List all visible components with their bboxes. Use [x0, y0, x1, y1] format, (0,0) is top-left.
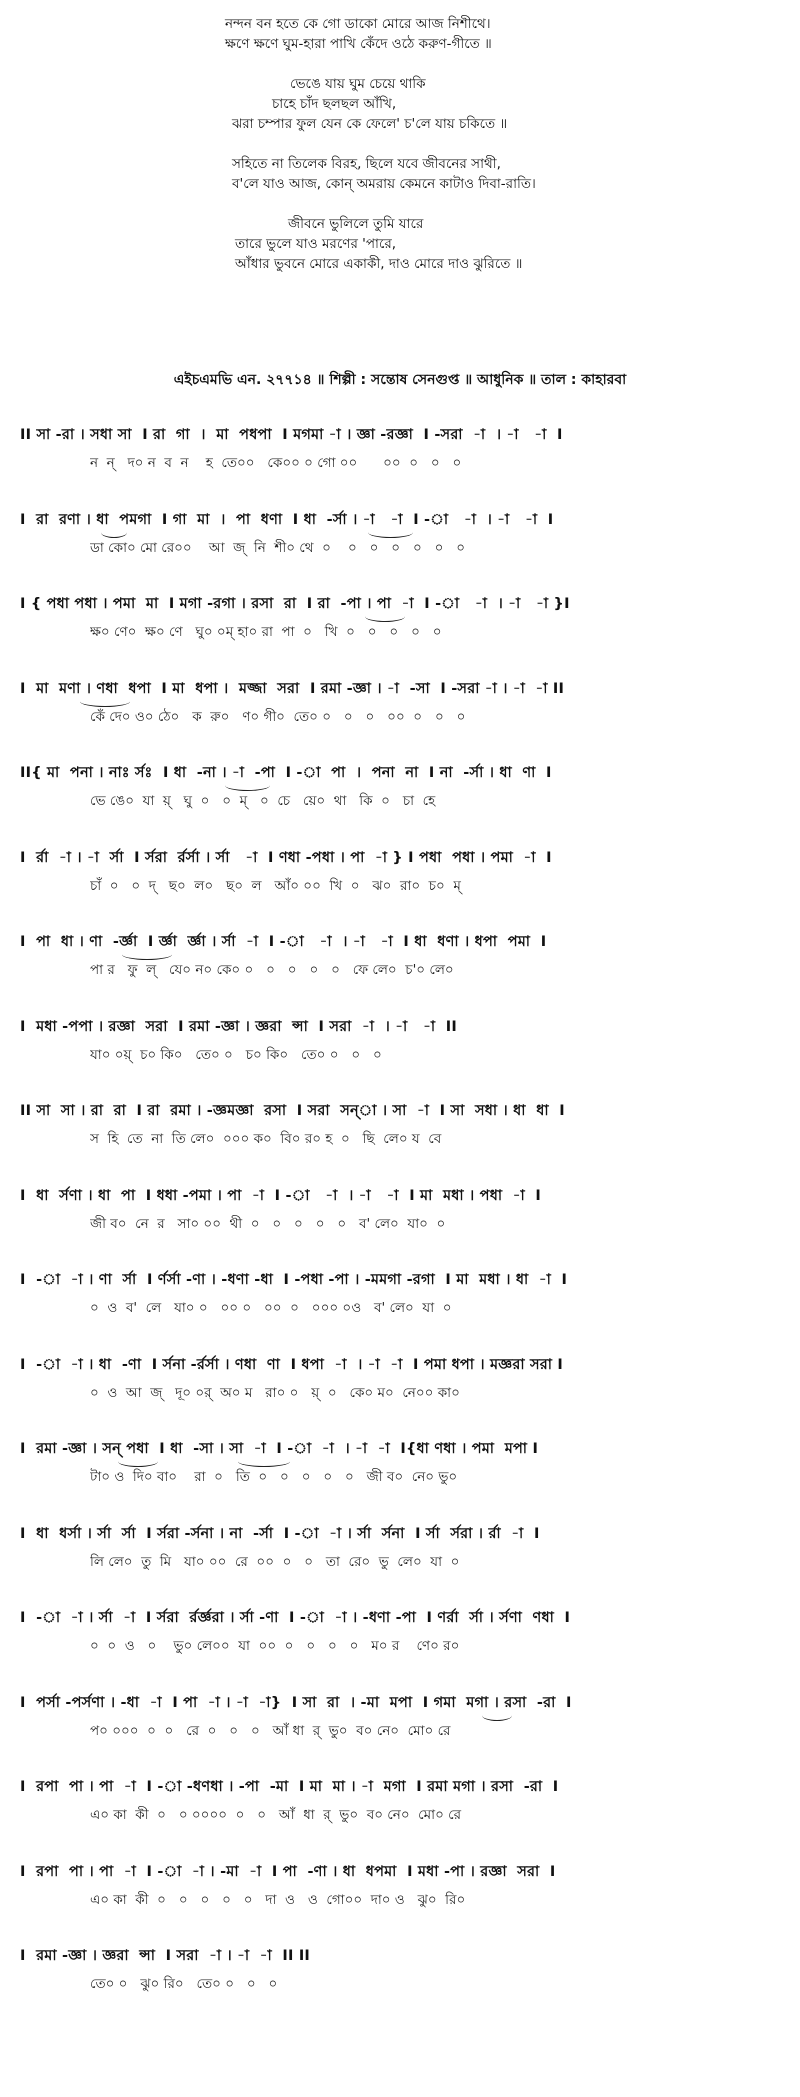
lyric-line: ভেঙে যায় ঘুম চেয়ে থাকি — [290, 76, 426, 92]
syllable-line: ০ ও ব' লে যা০ ০ ০০ ০ ০০ ০ ০০০ ০ও ব' লে০ যা ০ — [90, 1300, 452, 1316]
notation-row — [0, 1607, 800, 1665]
swara-line: I রমা -জ্ঞা । সন্ পধা I ধা -সা । সা -া I -া -া । -া -া I{ধা ণধা । পমা মপা I — [20, 1441, 539, 1457]
swara-line: I মা মণা । ণধা ধপা I মা ধপা । মজ্জা সরা I রমা -জ্ঞা । -া -সা I -সরা -া । -া -া II — [20, 680, 565, 697]
lyric-line: ক্ষণে ক্ষণে ঘুম-হারা পাখি কেঁদে ওঠে করুণ-গীতে ॥ — [225, 36, 492, 52]
swara-line: I ধা ধর্সা । র্সা র্সা I র্সরা -র্সনা । না -র্সা I -া -া । র্সা র্সনা I র্সা র্সরা । র্রা -া I — [20, 1525, 540, 1542]
stanza-1 — [0, 14, 800, 54]
swara-line: II সা -রা । সধা সা I রা গা । মা পধপা I মগমা -া । জ্ঞা -রজ্ঞা I -সরা -া । -া -া I — [20, 427, 563, 443]
notation-row — [0, 1438, 800, 1496]
notation-row — [0, 847, 800, 905]
notation-row — [0, 1269, 800, 1327]
syllable-line: যা০ ০য়্ চ০ কি০ তে০ ০ চ০ কি০ তে০ ০ ০ ০ — [90, 1046, 382, 1063]
swara-line: I ধা র্সণা । ধা পা I ধধা -পমা । পা -া I -া -া । -া -া I মা মধা । পধা -া I — [20, 1187, 541, 1204]
lyric-line: নন্দন বন হতে কে গো ডাকো মোরে আজ নিশীথে। — [225, 16, 491, 32]
swara-line: I মধা -পপা । রজ্ঞা সরা I রমা -জ্ঞা । জ্ঞরা ন্সা I সরা -া । -া -া II — [20, 1018, 457, 1035]
syllable-line: এ০ কা কী ০ ০ ০০০০ ০ ০ আঁ ধা র্ ভু০ ব০ নে০ মো০ রে — [90, 1807, 462, 1823]
notation-block — [0, 424, 800, 2019]
swara-line: I রপা পা । পা -া I -া -া । -মা -া I পা -ণা । ধা ধপমা I মধা -পা । রজ্ঞা সরা I — [20, 1863, 556, 1880]
syllable-line: ন ন্ দ০ ন ব ন হ তে০০ কে০০ ০ গো ০০ ০০ ০ ০ ০ — [90, 455, 462, 471]
notation-row — [0, 1016, 800, 1074]
syllable-line: স হি তে না তি লে০ ০০০ ক০ বি০ র০ হ ০ ছি লে০ য বে — [90, 1131, 442, 1147]
syllable-line: ০ ও আ জ্ দূ০ ০র্ অ০ ম রা০ ০ য়্ ০ কে০ ম০ নে০০ কা০ — [90, 1384, 460, 1401]
lyric-line: ব'লে যাও আজ, কোন্ অমরায় কেমনে কাটাও দিবা-রাতি। — [232, 176, 536, 192]
syllable-line: পা র ফু ল্ যে০ ন০ কে০ ০ ০ ০ ০ ০ ফে লে০ চ'০ লে০ — [90, 962, 454, 978]
lyric-line: ঝরা চম্পার ফুল যেন কে ফেলে' চ'লে যায় চকিতে ॥ — [232, 116, 508, 132]
lyric-line: আঁধার ভুবনে মোরে একাকী, দাও মোরে দাও ঝুরিতে ॥ — [235, 256, 523, 272]
lyric-line: জীবনে ভুলিলে তুমি যারে — [288, 216, 424, 232]
notation-row — [0, 1861, 800, 1919]
swara-line: I -া -া । ধা -ণা I র্সনা -র্রর্সা । ণধা ণা I ধপা -া । -া -া I পমা ধপা । মজ্ঞরা সরা I — [20, 1356, 564, 1373]
notation-row — [0, 1776, 800, 1834]
notation-row — [0, 1185, 800, 1243]
syllable-line: জী ব০ নে র সা০ ০০ থী ০ ০ ০ ০ ০ ব' লে০ যা০ ০ — [90, 1215, 446, 1232]
notation-row — [0, 1523, 800, 1581]
syllable-line: ০ ০ ও ০ ভু০ লে০০ যা ০০ ০ ০ ০ ০ ম০ র ণে০ র০ — [90, 1638, 460, 1654]
syllable-line: এ০ কা কী ০ ০ ০ ০ ০ দা ও ও গো০০ দা০ ও ঝু০ রি০ — [90, 1891, 466, 1908]
swara-line: I পর্সা -পর্সণা । -ধা -া I পা -া । -া -া} I সা রা । -মা মপা I গমা মগা । রসা -রা I — [20, 1694, 572, 1711]
notation-row — [0, 1100, 800, 1158]
syllable-line: টা০ ও দি০ বা০ রা ০ তি ০ ০ ০ ০ ০ জী ব০ নে০ ভু০ — [90, 1469, 458, 1485]
swara-line: I পা ধা । ণা -র্জ্ঞা I র্জ্ঞা র্জ্ঞা । র্সা -া I -া -া । -া -া I ধা ধণা । ধপা পমা I — [20, 934, 547, 950]
syllable-line: তে০ ০ ঝু০ রি০ তে০ ০ ০ ০ — [90, 1976, 278, 1992]
stanza-3 — [0, 154, 800, 194]
syllable-line: ক্ষ০ ণে০ ক্ষ০ ণে ঘু০ ০ম্ হা০ রা পা ০ খি ০ ০ ০ ০ ০ — [90, 624, 442, 640]
stanza-4 — [0, 214, 800, 274]
syllable-line: ভে ঙে০ যা য়্ ঘু ০ ০ ম্ ০ চে য়ে০ থা কি ০ চা হে — [90, 793, 436, 809]
lyrics-block — [0, 14, 800, 294]
swara-line: I -া -া । ণা র্সা I র্ণর্সা -ণা । -ধণা -ধা I -পধা -পা । -মমগা -রগা I মা মধা । ধা -া I — [20, 1272, 568, 1288]
syllable-line: লি লে০ তু মি যা০ ০০ রে ০০ ০ ০ তা রে০ ভু লে০ যা ০ — [90, 1553, 460, 1570]
swara-line: I -া -া । র্সা -া I র্সরা র্রর্জ্ঞরা । র্সা -ণা I -া -া । -ধণা -পা I ণর্রা র্সা । র্সণা ণধা I — [20, 1610, 571, 1626]
notation-row — [0, 593, 800, 651]
notation-row — [0, 424, 800, 482]
swara-line: I রমা -জ্ঞা । জ্ঞরা ন্সা I সরা -া । -া -া II II — [20, 1948, 311, 1964]
syllable-line: ডা কো০ মো রে০০ আ জ্ নি শী০ থে ০ ০ ০ ০ ০ ০ ০ — [90, 539, 466, 556]
syllable-line: চাঁ ০ ০ দ্ ছ০ ল০ ছ০ ল আঁ০ ০০ খি ০ ঝ০ রা০ চ০ ম্ — [90, 877, 461, 894]
syllable-line: কেঁ দে০ ও০ ঠে০ ক রু০ ণ০ গী০ তে০ ০ ০ ০ ০০ ০ ০ ০ — [90, 708, 466, 725]
syllable-line: প০ ০০০ ০ ০ রে ০ ০ ০ আঁ ধা র্ ভু০ ব০ নে০ মো০ রে — [90, 1722, 451, 1739]
lyric-line: সহিতে না তিলেক বিরহ, ছিলে যবে জীবনের সাথী, — [232, 156, 501, 172]
notation-row — [0, 509, 800, 567]
notation-row — [0, 931, 800, 989]
notation-row — [0, 678, 800, 736]
notation-row — [0, 1945, 800, 2001]
lyric-line: চাহে চাঁদ ছলছল আঁখি, — [272, 96, 397, 112]
swara-line: I র্রা -া । -া র্সা I র্সরা র্রর্সা । র্সা -া I ণধা -পধা । পা -া } I পধা পধা । পমা -া I — [20, 849, 552, 866]
record-info-line: এইচএমভি এন. ২৭৭১৪ ॥ শিল্পী : সন্তোষ সেনগুপ্ত ॥ আধুনিক ॥ তাল : কাহারবা — [173, 372, 627, 388]
swara-line: I { পধা পধা । পমা মা I মগা -রগা । রসা রা I রা -পা । পা -া I -া -া । -া -া }I — [20, 596, 570, 612]
stanza-2 — [0, 74, 800, 134]
swara-line: I রা রণা । ধা পমগা I গা মা । পা ধণা I ধা -র্সা । -া -া I -া -া । -া -া I — [20, 511, 554, 528]
swara-line: II সা সা । রা রা I রা রমা । -জ্ঞমজ্ঞা রসা I সরা সন্া । সা -া I সা সধা । ধা ধা I — [20, 1103, 565, 1119]
swara-line: I রপা পা । পা -া I -া -ধণধা । -পা -মা I মা মা । -া মগা I রমা মগা । রসা -রা I — [20, 1779, 559, 1795]
notation-row — [0, 1354, 800, 1412]
notation-row — [0, 762, 800, 820]
swara-line: II{ মা পনা । নাঃ র্সঃ I ধা -না । -া -পা I -া পা । পনা না I না -র্সা । ধা ণা I — [20, 765, 552, 781]
lyric-line: তারে ভুলে যাও মরণের 'পারে, — [235, 236, 397, 252]
notation-row — [0, 1692, 800, 1750]
